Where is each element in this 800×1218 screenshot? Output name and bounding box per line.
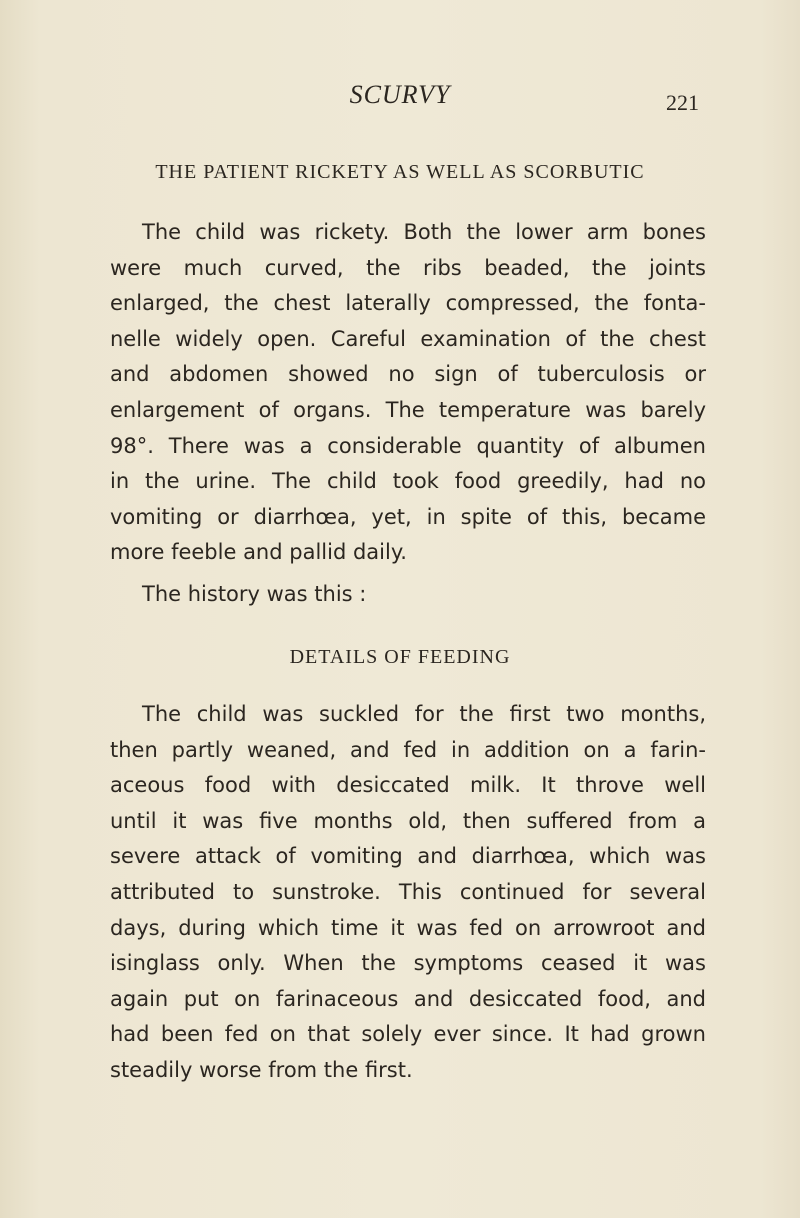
text-line: attributed to sunstroke. This continued for several — [110, 879, 706, 904]
text-line: had been fed on that solely ever since. It had grown — [110, 1022, 706, 1047]
text-line: until it was five months old, then suffered from a — [110, 808, 706, 833]
section-heading-rickety: THE PATIENT RICKETY AS WELL AS SCORBUTIC — [155, 161, 645, 183]
text-line: again put on farinaceous and desiccated food, and — [110, 986, 706, 1011]
text-line: days, during which time it was fed on arrowroot and — [110, 915, 706, 940]
text-line: and abdomen showed no sign of tuberculosis or — [110, 362, 706, 387]
text-line: more feeble and pallid daily. — [110, 540, 407, 565]
page-number: 221 — [666, 90, 699, 115]
text-line: aceous food with desiccated milk. It throve well — [110, 773, 706, 798]
section-heading-feeding: DETAILS OF FEEDING — [289, 646, 511, 668]
text-line: then partly weaned, and fed in addition on a farin- — [110, 737, 706, 762]
text-line: steadily worse from the first. — [110, 1057, 413, 1082]
text-line: enlarged, the chest laterally compressed, the fonta- — [110, 291, 706, 316]
text-line: severe attack of vomiting and diarrhœa, which was — [110, 844, 706, 869]
text-line: enlargement of organs. The temperature was barely — [110, 397, 706, 422]
text-line: isinglass only. When the symptoms ceased it was — [110, 951, 706, 976]
running-title: SCURVY — [349, 80, 451, 109]
paragraph-feeding-details — [110, 697, 706, 1089]
text-line: vomiting or diarrhœa, yet, in spite of this, became — [110, 504, 706, 529]
text-line: in the urine. The child took food greedily, had no — [110, 469, 706, 494]
text-line: The child was suckled for the first two months, — [142, 702, 706, 726]
paragraph-history-intro — [110, 577, 706, 613]
text-line: 98°. There was a considerable quantity of albumen — [110, 433, 706, 458]
text-line: The history was this : — [142, 582, 367, 606]
text-line: nelle widely open. Careful examination of the chest — [110, 326, 706, 351]
text-line: The child was rickety. Both the lower arm bones — [142, 220, 706, 244]
paragraph-clinical-findings — [110, 215, 706, 571]
text-line: were much curved, the ribs beaded, the joints — [110, 255, 706, 280]
